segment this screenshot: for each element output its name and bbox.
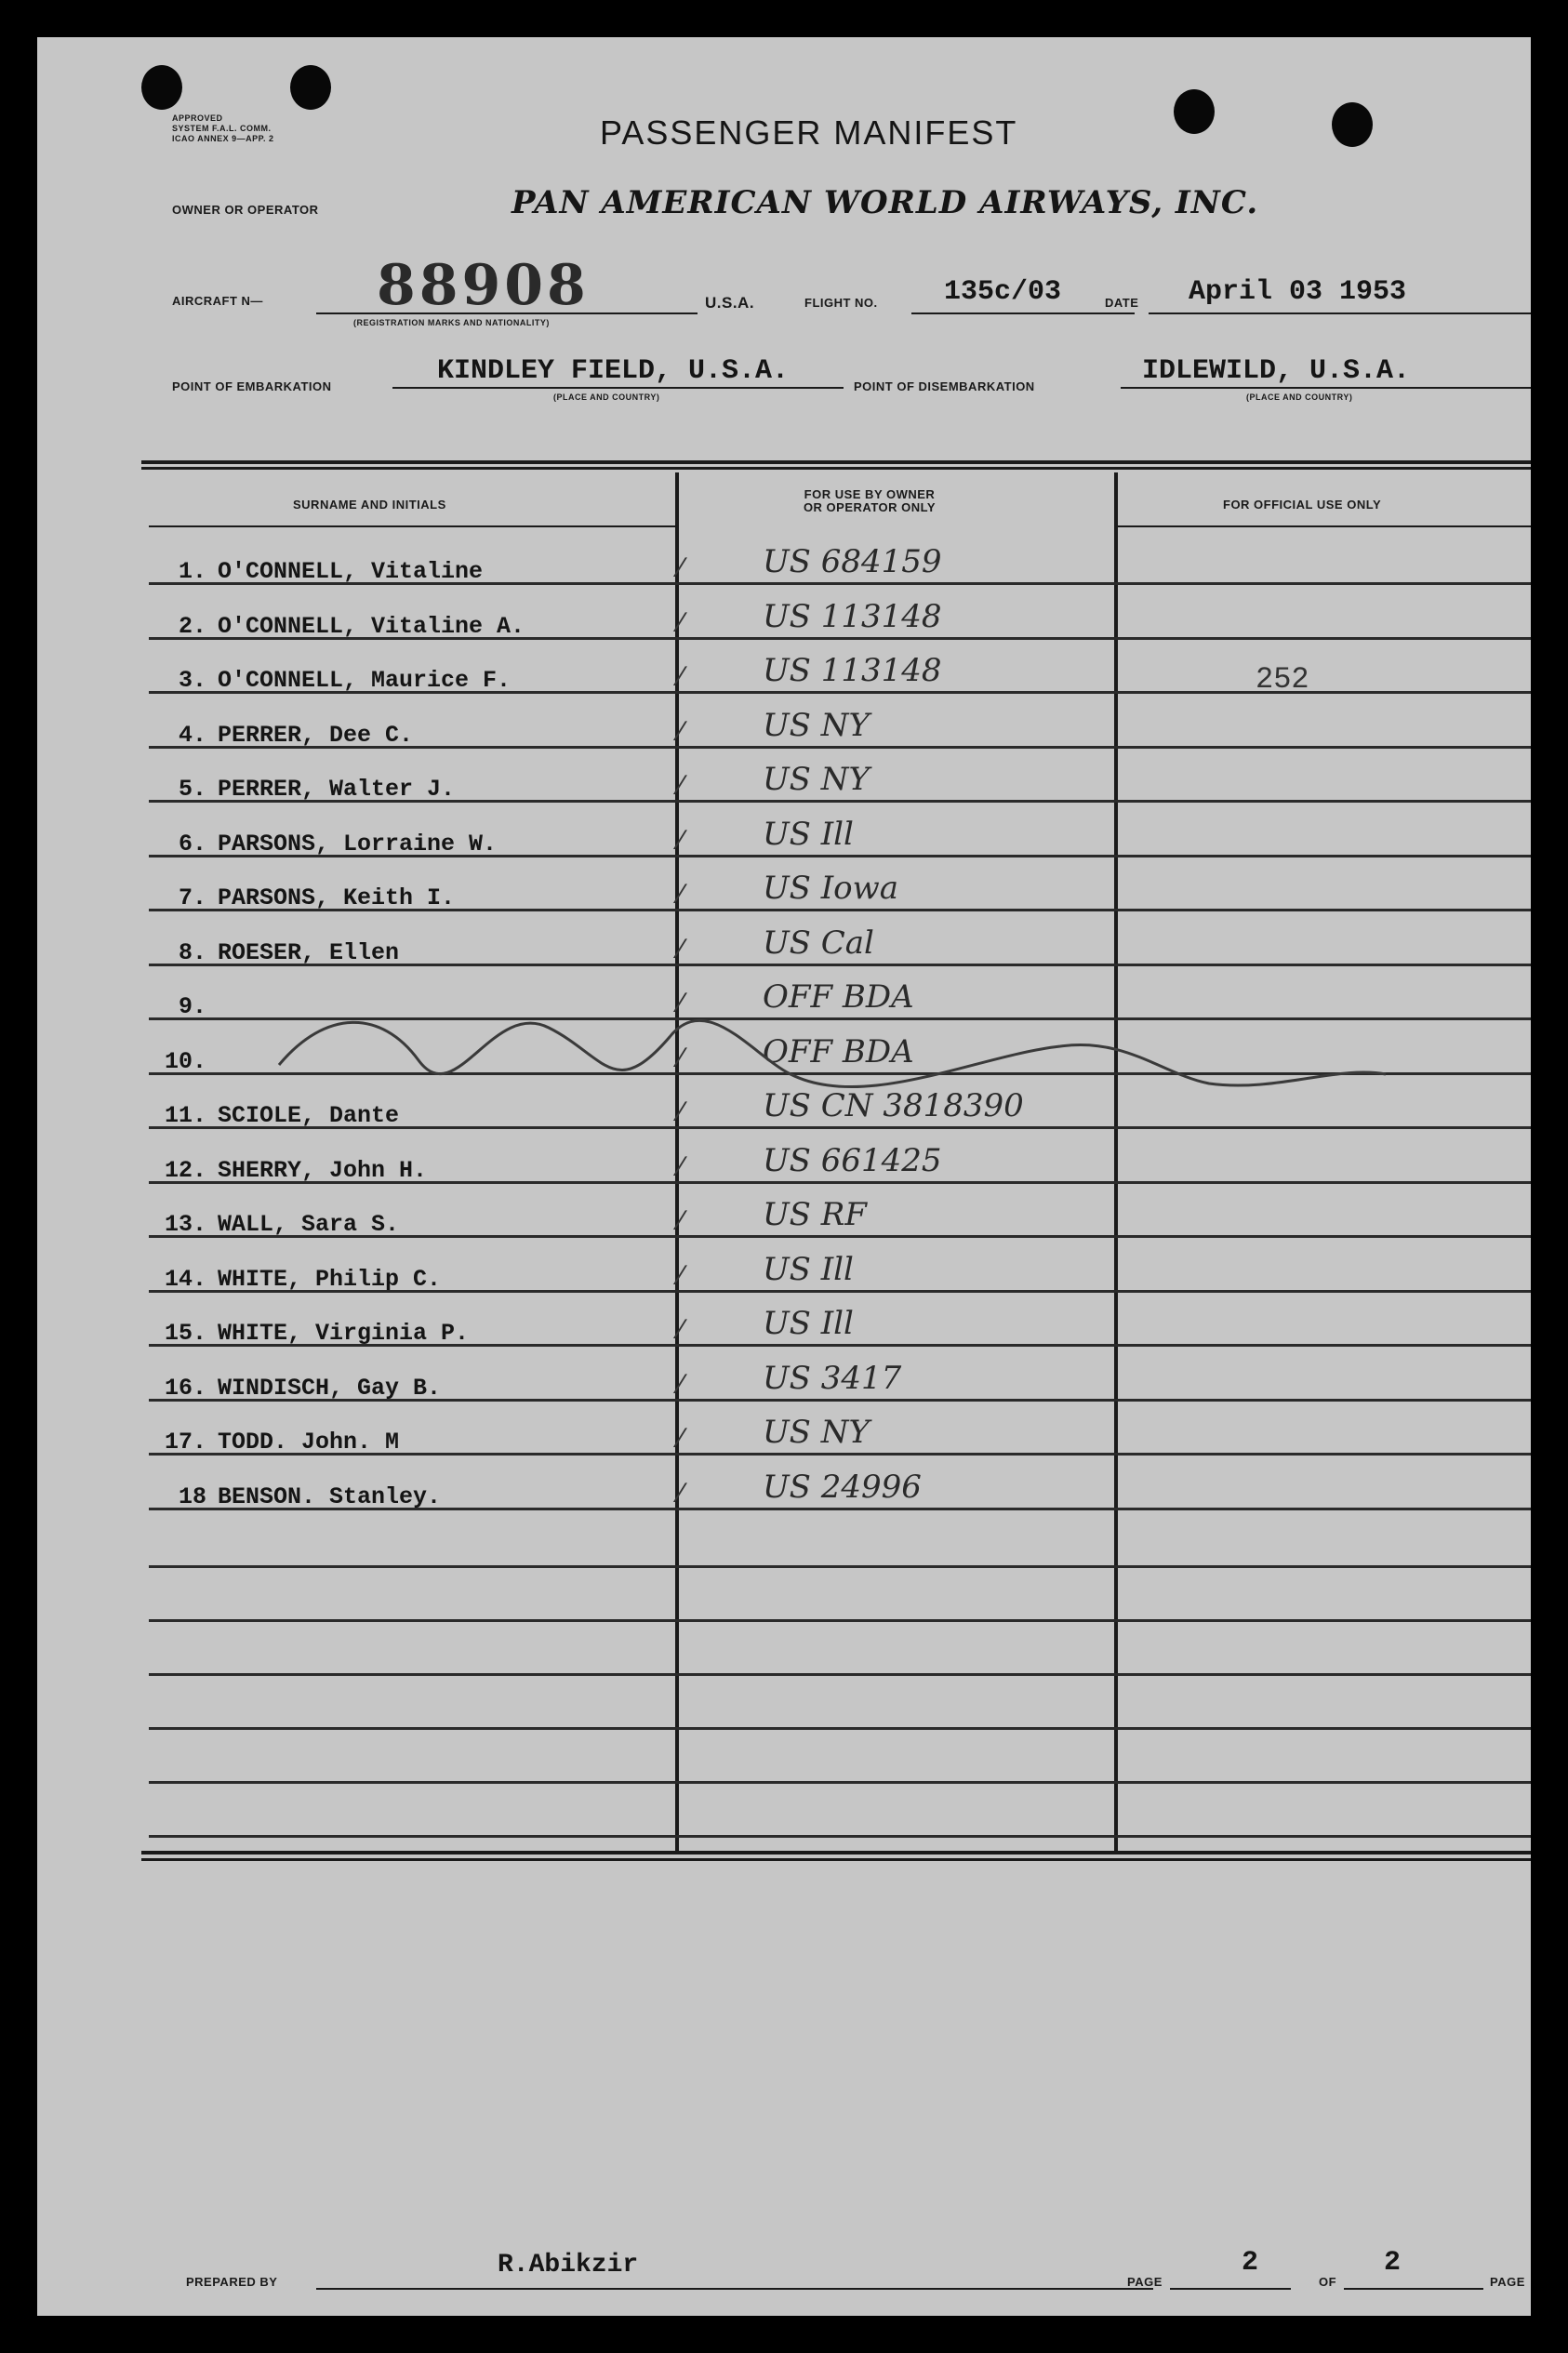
owner-note: US NY xyxy=(763,1414,870,1451)
passenger-name: BENSON. Stanley. xyxy=(218,1482,442,1510)
punch-hole xyxy=(141,65,182,110)
blank-row-rule xyxy=(149,1565,1531,1568)
owner-note: US RF xyxy=(763,1196,867,1233)
disembarkation-label: POINT OF DISEMBARKATION xyxy=(854,379,1035,393)
embarkation-value: KINDLEY FIELD, U.S.A. xyxy=(437,355,790,387)
passenger-name: SHERRY, John H. xyxy=(218,1156,428,1184)
approval-line: SYSTEM F.A.L. COMM. xyxy=(172,124,272,133)
passenger-name: PERRER, Walter J. xyxy=(218,776,456,803)
check-mark-icon: ∕ xyxy=(679,552,684,583)
passenger-row xyxy=(158,1375,441,1402)
operator-name: PAN AMERICAN WORLD AIRWAYS, INC. xyxy=(512,184,1259,221)
owner-note: US NY xyxy=(763,706,870,744)
strike-scribble xyxy=(270,972,1423,1102)
owner-note: US NY xyxy=(763,761,870,798)
blank-row-rule xyxy=(149,1781,1531,1784)
column-header-owner-line: OR OPERATOR ONLY xyxy=(803,500,937,514)
check-mark-icon: ∕ xyxy=(679,1150,684,1182)
passenger-row xyxy=(158,722,413,749)
passenger-number: 11. xyxy=(164,1102,206,1129)
punch-hole xyxy=(1332,102,1373,147)
passenger-row xyxy=(158,613,525,640)
passenger-row xyxy=(158,558,483,585)
date-label: DATE xyxy=(1105,296,1139,310)
check-mark-icon: ∕ xyxy=(679,661,684,692)
flight-date: April 03 1953 xyxy=(1189,276,1407,308)
approval-line: ICAO ANNEX 9—APP. 2 xyxy=(172,134,274,143)
nation-label: U.S.A. xyxy=(705,294,755,312)
owner-note: US 661425 xyxy=(763,1141,942,1179)
approval-stamp xyxy=(172,113,274,144)
official-note: 252 xyxy=(1256,662,1309,697)
passenger-row xyxy=(158,1048,218,1075)
passenger-number: 6. xyxy=(178,830,206,857)
passenger-name: O'CONNELL, Maurice F. xyxy=(218,667,512,694)
table-bottom-rule xyxy=(141,1851,1531,1854)
passenger-row xyxy=(158,1211,399,1238)
aircraft-number: 88908 xyxy=(377,253,590,318)
passenger-number: 5. xyxy=(178,776,206,803)
owner-note: US 113148 xyxy=(763,597,942,635)
passenger-number: 18 xyxy=(178,1482,206,1510)
passenger-row xyxy=(158,1429,399,1456)
punch-hole xyxy=(1174,89,1215,134)
check-mark-icon: ∕ xyxy=(679,770,684,801)
passenger-row xyxy=(158,776,455,803)
column-header-owner-line: FOR USE BY OWNER xyxy=(804,487,936,501)
disembarkation-value: IDLEWILD, U.S.A. xyxy=(1142,355,1411,387)
check-mark-icon: ∕ xyxy=(679,1423,684,1454)
blank-row-rule xyxy=(149,1619,1531,1622)
owner-note: US 3417 xyxy=(763,1359,902,1397)
passenger-name: O'CONNELL, Vitaline A. xyxy=(218,612,525,640)
check-mark-icon: ∕ xyxy=(679,1097,684,1127)
page-total: 2 xyxy=(1384,2247,1402,2279)
passenger-number: 1. xyxy=(178,558,206,585)
passenger-name: WHITE, Virginia P. xyxy=(218,1320,470,1347)
passenger-row xyxy=(158,1483,441,1510)
passenger-name: TODD. John. M xyxy=(218,1429,400,1456)
passenger-number: 17. xyxy=(164,1429,206,1456)
table-top-rule xyxy=(141,467,1531,470)
passenger-name: WHITE, Philip C. xyxy=(218,1265,442,1293)
prepared-by-value: R.Abikzir xyxy=(498,2251,639,2280)
approval-line: APPROVED xyxy=(172,113,223,123)
check-mark-icon: ∕ xyxy=(679,715,684,747)
column-header-surname: SURNAME AND INITIALS xyxy=(293,498,446,512)
passenger-row xyxy=(158,884,455,911)
passenger-name: SCIOLE, Dante xyxy=(218,1102,400,1129)
passenger-name: WINDISCH, Gay B. xyxy=(218,1374,442,1402)
check-mark-icon: ∕ xyxy=(679,1314,684,1345)
check-mark-icon: ∕ xyxy=(679,879,684,910)
passenger-row xyxy=(158,1102,399,1129)
page-number: 2 xyxy=(1242,2247,1259,2279)
owner-note: US Iowa xyxy=(763,870,899,907)
passenger-row xyxy=(158,1266,441,1293)
passenger-number: 10. xyxy=(164,1047,206,1075)
check-mark-icon: ∕ xyxy=(679,1205,684,1236)
passenger-row xyxy=(158,939,399,966)
passenger-number: 2. xyxy=(178,612,206,640)
check-mark-icon: ∕ xyxy=(679,1042,684,1073)
manifest-page xyxy=(37,37,1531,2316)
header-rule xyxy=(149,525,675,527)
passenger-number: 16. xyxy=(164,1374,206,1402)
passenger-number: 9. xyxy=(178,993,206,1020)
owner-note: US 24996 xyxy=(763,1468,922,1506)
owner-note: US Cal xyxy=(763,924,874,962)
passenger-name: WALL, Sara S. xyxy=(218,1211,400,1238)
passenger-name: ROESER, Ellen xyxy=(218,938,400,966)
embarkation-sub-label: (PLACE AND COUNTRY) xyxy=(553,392,660,402)
header-rule xyxy=(1118,525,1531,527)
flight-number: 135c/03 xyxy=(944,276,1062,308)
passenger-number: 7. xyxy=(178,884,206,911)
owner-label: OWNER OR OPERATOR xyxy=(172,203,319,217)
aircraft-label: AIRCRAFT N— xyxy=(172,294,263,308)
owner-note: OFF BDA xyxy=(763,1032,914,1070)
punch-hole xyxy=(290,65,331,110)
owner-note: US Ill xyxy=(763,1305,854,1342)
passenger-number: 3. xyxy=(178,667,206,694)
prepared-by-label: PREPARED BY xyxy=(186,2275,278,2289)
table-bottom-rule xyxy=(141,1858,1531,1861)
passenger-row xyxy=(158,667,511,694)
passenger-name: PARSONS, Lorraine W. xyxy=(218,830,498,857)
check-mark-icon: ∕ xyxy=(679,1259,684,1291)
check-mark-icon: ∕ xyxy=(679,1368,684,1400)
passenger-number: 12. xyxy=(164,1156,206,1184)
owner-note: US Ill xyxy=(763,1250,854,1288)
check-mark-icon: ∕ xyxy=(679,933,684,964)
aircraft-sub-label: (REGISTRATION MARKS AND NATIONALITY) xyxy=(353,318,550,327)
blank-row-rule xyxy=(149,1673,1531,1676)
passenger-number: 8. xyxy=(178,938,206,966)
owner-note: OFF BDA xyxy=(763,978,914,1016)
disembarkation-sub-label: (PLACE AND COUNTRY) xyxy=(1246,392,1353,402)
owner-note: US CN 3818390 xyxy=(763,1087,1024,1124)
owner-note: US 113148 xyxy=(763,652,942,689)
passenger-name: O'CONNELL, Vitaline xyxy=(218,558,484,585)
blank-row-rule xyxy=(149,1727,1531,1730)
passenger-name: PERRER, Dee C. xyxy=(218,721,414,749)
check-mark-icon: ∕ xyxy=(679,606,684,638)
passenger-row xyxy=(158,993,218,1020)
column-divider xyxy=(1114,472,1118,1851)
check-mark-icon: ∕ xyxy=(679,1477,684,1509)
passenger-row xyxy=(158,1157,427,1184)
flight-label: FLIGHT NO. xyxy=(804,296,878,310)
of-label: OF xyxy=(1319,2275,1337,2289)
owner-note: US Ill xyxy=(763,815,854,853)
passenger-row xyxy=(158,1320,469,1347)
passenger-number: 14. xyxy=(164,1265,206,1293)
owner-note: US 684159 xyxy=(763,543,942,580)
column-header-official: FOR OFFICIAL USE ONLY xyxy=(1223,498,1382,512)
passenger-number: 13. xyxy=(164,1211,206,1238)
check-mark-icon: ∕ xyxy=(679,988,684,1018)
page-label: PAGE xyxy=(1490,2275,1525,2289)
page-label: PAGE xyxy=(1127,2275,1163,2289)
table-top-rule xyxy=(141,460,1531,464)
passenger-number: 15. xyxy=(164,1320,206,1347)
passenger-name: PARSONS, Keith I. xyxy=(218,884,456,911)
check-mark-icon: ∕ xyxy=(679,824,684,856)
passenger-number: 4. xyxy=(178,721,206,749)
page-title: PASSENGER MANIFEST xyxy=(600,113,1018,152)
blank-row-rule xyxy=(149,1835,1531,1838)
passenger-row xyxy=(158,831,497,857)
column-header-owner xyxy=(800,488,939,514)
embarkation-label: POINT OF EMBARKATION xyxy=(172,379,332,393)
